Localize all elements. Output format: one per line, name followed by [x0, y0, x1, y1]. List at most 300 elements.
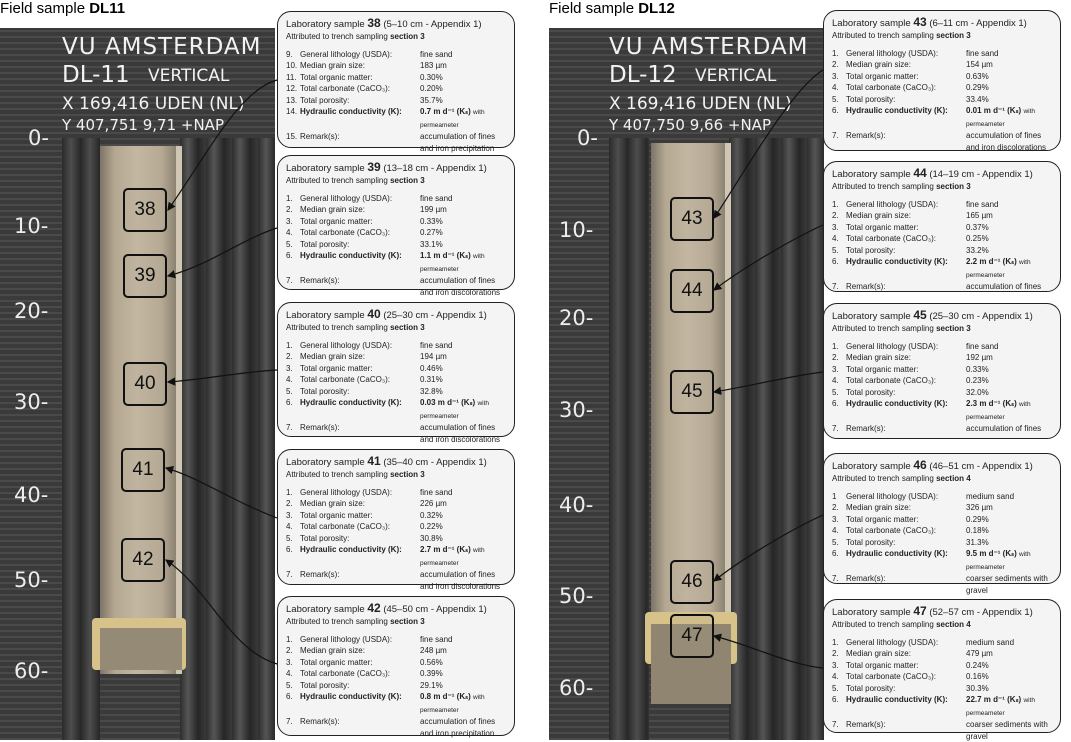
row-number: 10. [286, 60, 300, 72]
property-label: Total carbonate (CaCO₃): [300, 83, 420, 95]
sample-marker-40: 40 [123, 362, 167, 406]
property-row [286, 131, 506, 154]
card-subtitle: Attributed to trench sampling section 3 [286, 469, 506, 481]
property-label: Hydraulic conductivity (K): [846, 256, 966, 281]
property-label: Median grain size: [300, 645, 420, 657]
property-value-text: 0.16% [966, 672, 989, 681]
row-number: 3. [286, 363, 300, 375]
property-row [286, 374, 506, 386]
property-value [966, 398, 1052, 423]
property-value [966, 222, 1052, 234]
property-row [286, 106, 506, 131]
property-value [420, 193, 506, 205]
sample-marker-46: 46 [670, 560, 714, 604]
property-label: General lithology (USDA): [300, 634, 420, 646]
property-value-text: coarser sediments with gravel [966, 720, 1048, 741]
property-row [286, 510, 506, 522]
card-title: Laboratory sample 45 (25–30 cm - Appendix 1) [832, 309, 1052, 323]
property-value-text: fine sand [420, 341, 452, 350]
property-value-text: 35.7% [420, 96, 443, 105]
sample-card-40 [277, 302, 515, 437]
row-number: 2. [832, 352, 846, 364]
property-row [832, 364, 1052, 376]
property-value-text: fine sand [966, 49, 998, 58]
property-label: Total organic matter: [300, 363, 420, 375]
card-title: Laboratory sample 43 (6–11 cm - Appendix 1) [832, 16, 1052, 30]
property-label: Median grain size: [300, 498, 420, 510]
property-value [966, 660, 1052, 672]
board-line-4: Y 407,750 9,66 +NAP [609, 116, 771, 134]
property-label: Remark(s): [846, 130, 966, 153]
property-value [420, 569, 506, 592]
scale-label-40: 40- [559, 493, 593, 517]
property-row [832, 387, 1052, 399]
sample-card-38 [277, 11, 515, 148]
row-number: 4. [832, 82, 846, 94]
property-label: General lithology (USDA): [846, 637, 966, 649]
property-value [966, 423, 1052, 435]
row-number: 2. [286, 645, 300, 657]
card-title: Laboratory sample 47 (52–57 cm - Appendix 1) [832, 605, 1052, 619]
property-value [420, 216, 506, 228]
property-row [286, 544, 506, 569]
method-note: with permeameter [420, 400, 489, 420]
property-value-text: 0.25% [966, 234, 989, 243]
property-value-text: 0.56% [420, 658, 443, 667]
scale-label-60: 60- [14, 659, 48, 683]
property-label: Remark(s): [846, 719, 966, 742]
row-number: 9. [286, 49, 300, 61]
property-row [286, 95, 506, 107]
property-row [286, 351, 506, 363]
property-value-text: accumulation of fines [966, 282, 1041, 291]
property-value [420, 72, 506, 84]
property-value-text: fine sand [420, 488, 452, 497]
property-row [286, 397, 506, 422]
core-photo-dl12 [549, 28, 824, 740]
property-row [832, 48, 1052, 60]
property-value-text: 30.3% [966, 684, 989, 693]
property-row [832, 423, 1052, 435]
card-title: Laboratory sample 39 (13–18 cm - Appendix 1) [286, 161, 506, 175]
property-row [832, 341, 1052, 353]
property-row [832, 719, 1052, 742]
card-title: Laboratory sample 42 (45–50 cm - Appendix 1) [286, 602, 506, 616]
row-number: 3. [832, 514, 846, 526]
scale-label-20: 20- [14, 299, 48, 323]
property-value-text: fine sand [420, 50, 452, 59]
property-label: General lithology (USDA): [846, 491, 966, 503]
row-number: 3. [832, 71, 846, 83]
property-value-text: 165 µm [966, 211, 993, 220]
property-label: Hydraulic conductivity (K): [300, 397, 420, 422]
property-label: General lithology (USDA): [300, 49, 420, 61]
row-number: 5. [832, 245, 846, 257]
card-rows [286, 487, 506, 593]
property-label: Total carbonate (CaCO₃): [300, 521, 420, 533]
row-number: 4. [286, 521, 300, 533]
sample-card-39 [277, 155, 515, 290]
property-value [420, 634, 506, 646]
property-row [286, 72, 506, 84]
row-number: 7. [286, 275, 300, 298]
property-row [832, 548, 1052, 573]
property-label: General lithology (USDA): [846, 341, 966, 353]
property-value [966, 491, 1052, 503]
property-row [286, 422, 506, 445]
property-label: Median grain size: [846, 648, 966, 660]
property-row [832, 233, 1052, 245]
property-value [966, 130, 1052, 153]
card-rows [286, 340, 506, 446]
property-label: Hydraulic conductivity (K): [846, 694, 966, 719]
property-value-text: 0.24% [966, 661, 989, 670]
property-row [832, 683, 1052, 695]
board-line-2b: VERTICAL [148, 66, 229, 86]
property-label: Hydraulic conductivity (K): [846, 105, 966, 130]
board-line-3: X 169,416 UDEN (NL) [609, 94, 792, 114]
property-value-text: 0.39% [420, 669, 443, 678]
row-number: 5. [286, 386, 300, 398]
property-row [286, 487, 506, 499]
property-value-text: fine sand [966, 342, 998, 351]
property-value [966, 648, 1052, 660]
card-title: Laboratory sample 46 (46–51 cm - Appendix 1) [832, 459, 1052, 473]
property-value-text: 0.03 m d⁻¹ (Kₛ) [420, 398, 475, 407]
property-row [832, 59, 1052, 71]
row-number: 7. [286, 569, 300, 592]
property-row [832, 222, 1052, 234]
row-number: 1. [832, 341, 846, 353]
property-value-text: 0.8 m d⁻¹ (Kₛ) [420, 692, 471, 701]
property-label: Remark(s): [300, 131, 420, 154]
property-label: Total carbonate (CaCO₃): [300, 668, 420, 680]
row-number: 2. [286, 498, 300, 510]
card-rows [286, 49, 506, 155]
property-value [966, 59, 1052, 71]
row-number: 3. [832, 222, 846, 234]
property-row [832, 491, 1052, 503]
row-number: 1. [832, 637, 846, 649]
property-row [832, 105, 1052, 130]
property-value-text: 0.29% [966, 83, 989, 92]
property-row [286, 716, 506, 739]
card-subtitle: Attributed to trench sampling section 3 [286, 175, 506, 187]
property-label: Total porosity: [846, 245, 966, 257]
card-subtitle: Attributed to trench sampling section 3 [832, 323, 1052, 335]
row-number: 1. [286, 634, 300, 646]
property-row [286, 498, 506, 510]
card-rows [832, 637, 1052, 742]
property-row [832, 525, 1052, 537]
property-label: General lithology (USDA): [846, 199, 966, 211]
property-value-text: 33.1% [420, 240, 443, 249]
scale-label-0: 0- [28, 126, 49, 150]
property-value-text: medium sand [966, 492, 1014, 501]
card-rows [286, 193, 506, 299]
row-number: 7. [286, 716, 300, 739]
row-number: 3. [286, 510, 300, 522]
property-label: Total carbonate (CaCO₃): [300, 374, 420, 386]
property-value-text: accumulation of fines [966, 424, 1041, 433]
method-note: with permeameter [420, 694, 485, 714]
property-value [966, 502, 1052, 514]
scale-label-20: 20- [559, 306, 593, 330]
property-value [420, 716, 506, 739]
scale-label-50: 50- [559, 584, 593, 608]
method-note: with permeameter [966, 551, 1031, 571]
property-row [832, 199, 1052, 211]
card-rows [832, 491, 1052, 597]
property-value-text: 192 µm [966, 353, 993, 362]
method-note: with permeameter [420, 253, 485, 273]
row-number: 6. [832, 398, 846, 423]
property-value [966, 719, 1052, 742]
property-value [420, 544, 506, 569]
property-row [832, 573, 1052, 596]
property-value-text: 22.7 m d⁻¹ (Kₛ) [966, 695, 1021, 704]
property-label: Total organic matter: [846, 71, 966, 83]
row-number: 1. [286, 340, 300, 352]
property-row [832, 82, 1052, 94]
row-number: 5. [832, 387, 846, 399]
card-rows [832, 48, 1052, 154]
property-value-text: accumulation of fines and iron discolorations [966, 131, 1046, 152]
property-value-text: 0.01 m d⁻¹ (Kₛ) [966, 106, 1021, 115]
property-row [832, 660, 1052, 672]
property-label: Total organic matter: [300, 216, 420, 228]
property-value [966, 387, 1052, 399]
property-row [832, 71, 1052, 83]
row-number: 5. [832, 683, 846, 695]
property-label: Remark(s): [846, 281, 966, 293]
property-value-text: 32.0% [966, 388, 989, 397]
method-note: with permeameter [966, 697, 1035, 717]
property-value [966, 637, 1052, 649]
property-row [286, 386, 506, 398]
core-photo-dl11 [0, 28, 275, 740]
property-value [966, 514, 1052, 526]
property-row [832, 352, 1052, 364]
card-rows [286, 634, 506, 740]
card-subtitle: Attributed to trench sampling section 3 [832, 30, 1052, 42]
row-number: 5. [286, 533, 300, 545]
property-row [832, 637, 1052, 649]
property-label: Median grain size: [300, 60, 420, 72]
property-label: Median grain size: [846, 59, 966, 71]
row-number: 13. [286, 95, 300, 107]
property-label: Total organic matter: [846, 222, 966, 234]
row-number: 3. [832, 660, 846, 672]
row-number: 6. [286, 397, 300, 422]
property-value [966, 548, 1052, 573]
property-value-text: 0.31% [420, 375, 443, 384]
row-number: 2. [832, 648, 846, 660]
sample-card-44 [823, 161, 1061, 292]
scale-label-0: 0- [577, 126, 598, 150]
property-row [832, 398, 1052, 423]
card-title: Laboratory sample 41 (35–40 cm - Appendix 1) [286, 455, 506, 469]
property-value [420, 131, 506, 154]
property-value-text: fine sand [966, 200, 998, 209]
scale-label-10: 10- [559, 218, 593, 242]
scale-label-10: 10- [14, 214, 48, 238]
property-value [420, 668, 506, 680]
property-row [832, 256, 1052, 281]
sample-card-43 [823, 10, 1061, 151]
property-value [420, 60, 506, 72]
row-number: 5. [832, 94, 846, 106]
property-value-text: fine sand [420, 194, 452, 203]
row-number: 2. [832, 210, 846, 222]
property-value-text: 0.29% [966, 515, 989, 524]
property-value [420, 95, 506, 107]
property-value [420, 533, 506, 545]
property-value-text: 29.1% [420, 681, 443, 690]
row-number: 6. [286, 544, 300, 569]
property-label: Remark(s): [300, 422, 420, 445]
property-value [966, 71, 1052, 83]
property-row [286, 645, 506, 657]
property-row [832, 375, 1052, 387]
method-note: with permeameter [966, 108, 1035, 128]
sample-card-42 [277, 596, 515, 736]
property-value [966, 375, 1052, 387]
property-label: Total porosity: [846, 94, 966, 106]
property-label: Total porosity: [846, 537, 966, 549]
card-subtitle: Attributed to trench sampling section 4 [832, 619, 1052, 631]
property-label: Total carbonate (CaCO₃): [846, 671, 966, 683]
property-label: Total carbonate (CaCO₃): [846, 233, 966, 245]
row-number: 14. [286, 106, 300, 131]
property-row [286, 250, 506, 275]
row-number: 3. [832, 364, 846, 376]
row-number: 5. [286, 680, 300, 692]
row-number: 4. [832, 525, 846, 537]
property-row [286, 216, 506, 228]
property-value [966, 199, 1052, 211]
property-value-text: 2.3 m d⁻¹ (Kₛ) [966, 399, 1017, 408]
property-value [420, 680, 506, 692]
row-number: 4. [832, 375, 846, 387]
property-row [832, 245, 1052, 257]
property-value [420, 645, 506, 657]
property-value [420, 340, 506, 352]
row-number: 1 [832, 491, 846, 503]
property-value [420, 487, 506, 499]
property-value [420, 227, 506, 239]
property-value [966, 94, 1052, 106]
core-bottom [100, 628, 182, 670]
property-row [832, 648, 1052, 660]
property-value [420, 204, 506, 216]
row-number: 3. [286, 657, 300, 669]
property-value-text: 32.8% [420, 387, 443, 396]
property-label: Median grain size: [846, 210, 966, 222]
property-label: Total organic matter: [300, 510, 420, 522]
row-number: 5. [832, 537, 846, 549]
property-row [286, 680, 506, 692]
row-number: 2. [832, 59, 846, 71]
card-subtitle: Attributed to trench sampling section 4 [832, 473, 1052, 485]
property-value-text: 9.5 m d⁻¹ (Kₛ) [966, 549, 1017, 558]
sample-marker-41: 41 [121, 448, 165, 492]
property-value-text: 0.20% [420, 84, 443, 93]
row-number: 6. [832, 256, 846, 281]
property-row [286, 83, 506, 95]
property-row [832, 694, 1052, 719]
board-line-2b: VERTICAL [695, 66, 776, 86]
property-value [420, 250, 506, 275]
core-edge [176, 146, 182, 674]
property-value-text: 0.22% [420, 522, 443, 531]
property-row [832, 671, 1052, 683]
property-row [286, 634, 506, 646]
property-row [286, 691, 506, 716]
property-value [420, 521, 506, 533]
property-label: Total organic matter: [846, 514, 966, 526]
sample-marker-47: 47 [670, 614, 714, 658]
method-note: with permeameter [966, 401, 1031, 421]
property-value-text: 0.7 m d⁻¹ (Kₛ) [420, 107, 471, 116]
property-row [286, 521, 506, 533]
sample-marker-38: 38 [123, 188, 167, 232]
property-row [286, 193, 506, 205]
property-label: Median grain size: [846, 352, 966, 364]
property-value-text: 226 µm [420, 499, 447, 508]
property-label: Total organic matter: [846, 660, 966, 672]
property-value [420, 374, 506, 386]
row-number: 11. [286, 72, 300, 84]
property-value-text: 33.2% [966, 246, 989, 255]
property-label: General lithology (USDA): [300, 193, 420, 205]
property-value [966, 256, 1052, 281]
property-row [286, 204, 506, 216]
property-label: Total porosity: [300, 95, 420, 107]
card-subtitle: Attributed to trench sampling section 3 [832, 181, 1052, 193]
property-row [286, 363, 506, 375]
card-title: Laboratory sample 38 (5–10 cm - Appendix 1) [286, 17, 506, 31]
row-number: 7. [286, 422, 300, 445]
property-value-text: fine sand [420, 635, 452, 644]
property-value [420, 106, 506, 131]
property-row [286, 340, 506, 352]
property-value-text: accumulation of fines and iron precipitation [420, 132, 495, 153]
background-rods [180, 138, 275, 740]
row-number: 7. [832, 281, 846, 293]
property-value-text: 199 µm [420, 205, 447, 214]
property-row [286, 275, 506, 298]
row-number: 6. [286, 691, 300, 716]
board-line-2a: DL-11 [62, 62, 130, 88]
property-value-text: 0.37% [966, 223, 989, 232]
property-value [420, 510, 506, 522]
property-label: Remark(s): [846, 573, 966, 596]
card-rows [832, 341, 1052, 435]
property-value-text: 479 µm [966, 649, 993, 658]
property-label: Median grain size: [300, 204, 420, 216]
property-value [420, 239, 506, 251]
row-number: 6. [832, 105, 846, 130]
sample-card-47 [823, 599, 1061, 733]
property-value-text: 1.1 m d⁻¹ (Kₛ) [420, 251, 471, 260]
row-number: 4. [286, 668, 300, 680]
row-number: 6. [286, 250, 300, 275]
property-label: Total organic matter: [300, 72, 420, 84]
row-number: 7. [832, 719, 846, 742]
property-value [420, 386, 506, 398]
property-value [966, 105, 1052, 130]
